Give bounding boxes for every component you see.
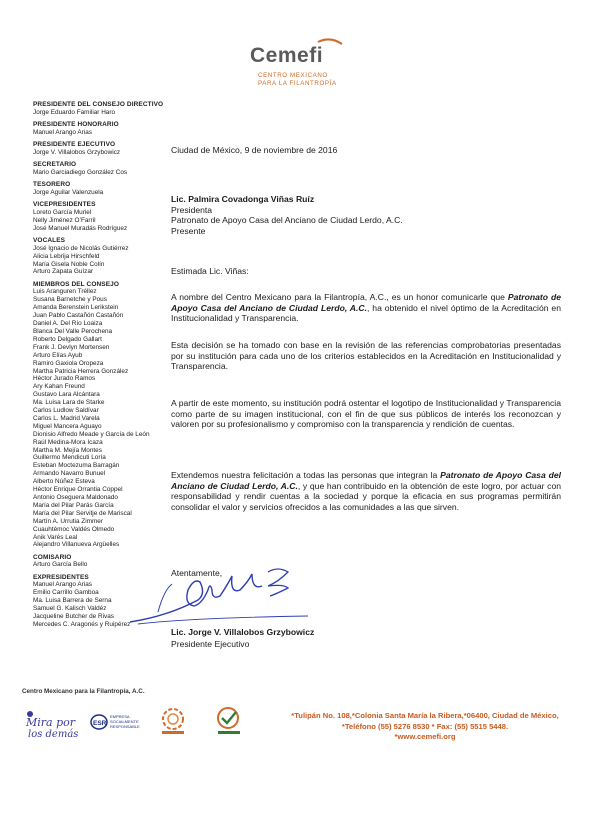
sidebar-member-name: Martha M. Mejía Montes: [33, 446, 102, 454]
sidebar-member-name: Manuel Arango Arias: [33, 581, 92, 589]
sidebar-member-name: Manuel Arango Arias: [33, 128, 92, 136]
sidebar-member-name: Nelly Jiménez O’Farril: [33, 216, 96, 224]
sidebar-heading: PRESIDENTE DEL CONSEJO DIRECTIVO: [33, 101, 164, 108]
sidebar-member-name: Ma. Luisa Barrera de Serna: [33, 597, 112, 605]
sidebar-member-name: Frank J. Devlyn Mortensen: [33, 343, 110, 351]
sidebar-group: [33, 237, 183, 277]
sidebar-group: [33, 281, 183, 550]
sidebar-group: [33, 121, 183, 137]
recipient-block: [171, 194, 403, 236]
sidebar-member-name: Blanca Del Valle Perochena: [33, 327, 113, 335]
p1-text-end: , ha obtenido el nivel óptimo de la Acreditación en Institucionalidad y Transparencia.: [171, 302, 561, 324]
sidebar-member-name: Carlos L. Madrid Varela: [33, 414, 100, 422]
sidebar-member-name: Arturo Zapata Guízar: [33, 268, 94, 276]
sidebar-member-name: Susana Barnetche y Pous: [33, 296, 107, 304]
sidebar-member-name: Amanda Berenstein Lerikstein: [33, 304, 119, 312]
logo-subtitle-1: CENTRO MEXICANO: [258, 72, 328, 79]
logo-wordmark: Cemefi: [250, 44, 324, 67]
checkmark-icon: [212, 706, 246, 736]
sidebar-heading: VOCALES: [33, 236, 66, 244]
logo2-text-d: RESPONSABLE: [110, 724, 140, 729]
swirl-icon: [156, 706, 190, 736]
signer-title: Presidente Ejecutivo: [171, 639, 250, 649]
sidebar-member-name: Jorge Aguilar Valenzuela: [33, 188, 104, 196]
sidebar-member-name: Anik Varés Leal: [33, 533, 78, 541]
p4-text-end: , y que han contribuido en la obtención de este logro, por actuar con responsabilidad y rendir cuentas a la sociedad y porque la eficacia en sus programas permitirán consolidar el valor y servicios ofrecidos a las comunidades a las que sirven.: [171, 480, 561, 512]
footer-organization: Centro Mexicano para la Filantropía, A.C.: [22, 688, 145, 695]
sidebar-member-name: José Ignacio de Nicolás Gutiérrez: [33, 244, 129, 252]
cemefi-logo: [232, 40, 362, 100]
sidebar-member-name: Jorge Eduardo Familiar Haro: [33, 108, 116, 116]
sidebar-member-name: Martha Patricia Herrera González: [33, 367, 129, 375]
sidebar-member-name: Emilio Carrillo Gamboa: [33, 589, 99, 597]
sidebar-member-name: Mario Garciadiego González Cos: [33, 168, 128, 176]
sidebar-heading: EXPRESIDENTES: [33, 573, 89, 581]
recipient-name: Lic. Palmira Covadonga Viñas Ruíz: [171, 194, 315, 204]
signer-name: Lic. Jorge V. Villalobos Grzybowicz: [171, 627, 315, 637]
sidebar-member-name: María del Pilar Parás García: [33, 501, 114, 509]
sidebar-group: [33, 201, 183, 233]
swirl-logo: [156, 706, 190, 736]
esr-icon: [90, 710, 146, 736]
sidebar-group: [33, 161, 183, 177]
sidebar-member-name: Héctor Enrique Orrantia Coppel: [33, 486, 123, 494]
logo1-text-b: los demás: [28, 729, 79, 740]
checkmark-logo: [212, 706, 246, 736]
sidebar-heading: MIEMBROS DEL CONSEJO: [33, 280, 120, 288]
sidebar-member-name: Roberto Delgado Gallart: [33, 335, 102, 343]
sidebar-member-name: Jacqueline Butcher de Rivas: [33, 613, 114, 621]
sidebar-heading: TESORERO: [33, 181, 71, 188]
address-line-2: *Teléfono (55) 5276 8530 * Fax: (55) 5515 5448.: [341, 721, 509, 731]
sidebar-member-name: Miguel Mancera Aguayo: [33, 422, 102, 430]
sidebar-member-name: Arturo Elías Ayub: [33, 351, 83, 359]
paragraph-3: A partir de este momento, su institución podrá ostentar el logotipo de Institucionalidad y Transparencia como parte de su imagen institucional, con el fin de que sus públicos de interés los reconozcan y valoren por su profesionalismo y compromiso con la transparencia y rendición de cuentas.: [171, 398, 561, 430]
sidebar-heading: COMISARIO: [33, 553, 72, 561]
sidebar-member-name: Armando Navarro Bunuel: [33, 470, 106, 478]
paragraph-1: [171, 292, 561, 324]
sidebar-heading: PRESIDENTE HONORARIO: [33, 121, 119, 128]
sidebar-member-name: Mercedes C. Aragonés y Ruipérez: [33, 620, 131, 628]
sidebar-member-name: María del Pilar Servitje de Mariscal: [33, 509, 132, 517]
address-line-1: *Tulipán No. 108,*Colonia Santa María la Ribera,*06400, Ciudad de México,: [291, 711, 559, 720]
letter-date: Ciudad de México, 9 de noviembre de 2016: [171, 145, 338, 155]
sidebar-heading: PRESIDENTE EJECUTIVO: [33, 141, 116, 148]
website-link[interactable]: *www.cemefi.org: [394, 732, 456, 742]
sidebar-member-name: Samuel G. Kalisch Valdéz: [33, 605, 107, 613]
closing: Atentamente,: [171, 568, 223, 578]
logo2-text-c: SOCIALMENTE: [110, 719, 139, 724]
recipient-org: Patronato de Apoyo Casa del Anciano de Ciudad Lerdo, A.C.: [171, 215, 403, 226]
p1-text-start: A nombre del Centro Mexicano para la Filantropía, A.C., es un honor comunicarle que: [171, 292, 508, 302]
sidebar-member-name: Gustavo Lara Alcántara: [33, 391, 100, 399]
sidebar-member-name: Alejandro Villanueva Argüelles: [33, 541, 120, 549]
sidebar-member-name: Ramiro Gaxiola Oropeza: [33, 359, 104, 367]
sidebar-heading: SECRETARIO: [33, 161, 77, 168]
sidebar-member-name: María Gisela Noble Colín: [33, 260, 105, 268]
sidebar-group: [33, 101, 183, 117]
sidebar-member-name: Ma. Luisa Lara de Starke: [33, 399, 105, 407]
sidebar-member-name: Arturo García Bello: [33, 561, 88, 569]
sidebar-member-name: Martín A. Urrutia Zimmer: [33, 517, 103, 525]
sidebar-member-name: Raúl Medina-Mora Icaza: [33, 438, 103, 446]
sidebar-member-name: Cuauhtémoc Valdés Olmedo: [33, 525, 115, 533]
sidebar-member-name: Dionisio Alfredo Meade y García de León: [33, 430, 150, 438]
logo2-text-b: EMPRESA: [110, 714, 130, 719]
recipient-note: Presente: [171, 225, 206, 236]
sidebar-group: [33, 181, 183, 197]
sidebar-member-name: José Manuel Muradás Rodríguez: [33, 224, 128, 232]
sidebar-member-name: Juan Pablo Castañón Castañón: [33, 312, 124, 320]
sidebar-group: [33, 141, 183, 157]
sidebar-heading: VICEPRESIDENTES: [33, 201, 96, 208]
sidebar-member-name: Luis Aranguren Tréllez: [33, 288, 97, 296]
logo-subtitle-2: PARA LA FILANTROPÍA: [258, 80, 337, 87]
board-members-sidebar: [33, 101, 183, 633]
esr-logo: [90, 710, 146, 736]
logo1-text-a: Mira por: [26, 716, 76, 729]
sidebar-member-name: Loreto García Muriel: [33, 208, 92, 216]
sidebar-member-name: Alberto Núñez Esteva: [33, 478, 95, 486]
p1-org-name: Patronato de Apoyo Casa del Anciano de Ciudad Lerdo, A.C.: [171, 292, 562, 313]
sidebar-member-name: Esteban Moctezuma Barragán: [33, 462, 120, 470]
mira-por-los-demas-icon: [22, 704, 82, 740]
sidebar-member-name: Carlos Ludlow Saldívar: [33, 407, 99, 415]
paragraph-4: [171, 470, 561, 512]
sidebar-member-name: Héctor Jurado Ramos: [33, 375, 96, 383]
p4-org-name: Patronato de Apoyo Casa del Anciano de Ciudad Lerdo, A.C.: [171, 470, 561, 491]
sidebar-member-name: Antonio Oseguera Maldonado: [33, 494, 118, 501]
handwritten-signature: [128, 560, 328, 630]
sidebar-member-name: Ary Kahan Freund: [33, 383, 85, 391]
logo2-text-a: ESR: [93, 720, 107, 727]
sidebar-member-name: Guillermo Mendicuti Loría: [33, 454, 106, 462]
p4-text-start: Extendemos nuestra felicitación a todas las personas que integran la: [171, 470, 441, 480]
salutation: Estimada Lic. Viñas:: [171, 266, 249, 276]
paragraph-2: Esta decisión se ha tomado con base en la revisión de las referencias comprobatorias presentadas por su institución para cada uno de los criterios establecidos en la Acreditación en Institucionalidad y Transparencia.: [171, 340, 561, 372]
recipient-role: Presidenta: [171, 204, 213, 215]
sidebar-member-name: Daniel A. Del Río Loaiza: [33, 320, 103, 328]
sidebar-member-name: Alicia Lebrija Hirschfeld: [33, 252, 100, 260]
mira-por-los-demas-logo: [22, 704, 82, 740]
sidebar-member-name: Jorge V. Villalobos Grzybowicz: [33, 148, 121, 156]
footer-address: [265, 711, 585, 743]
